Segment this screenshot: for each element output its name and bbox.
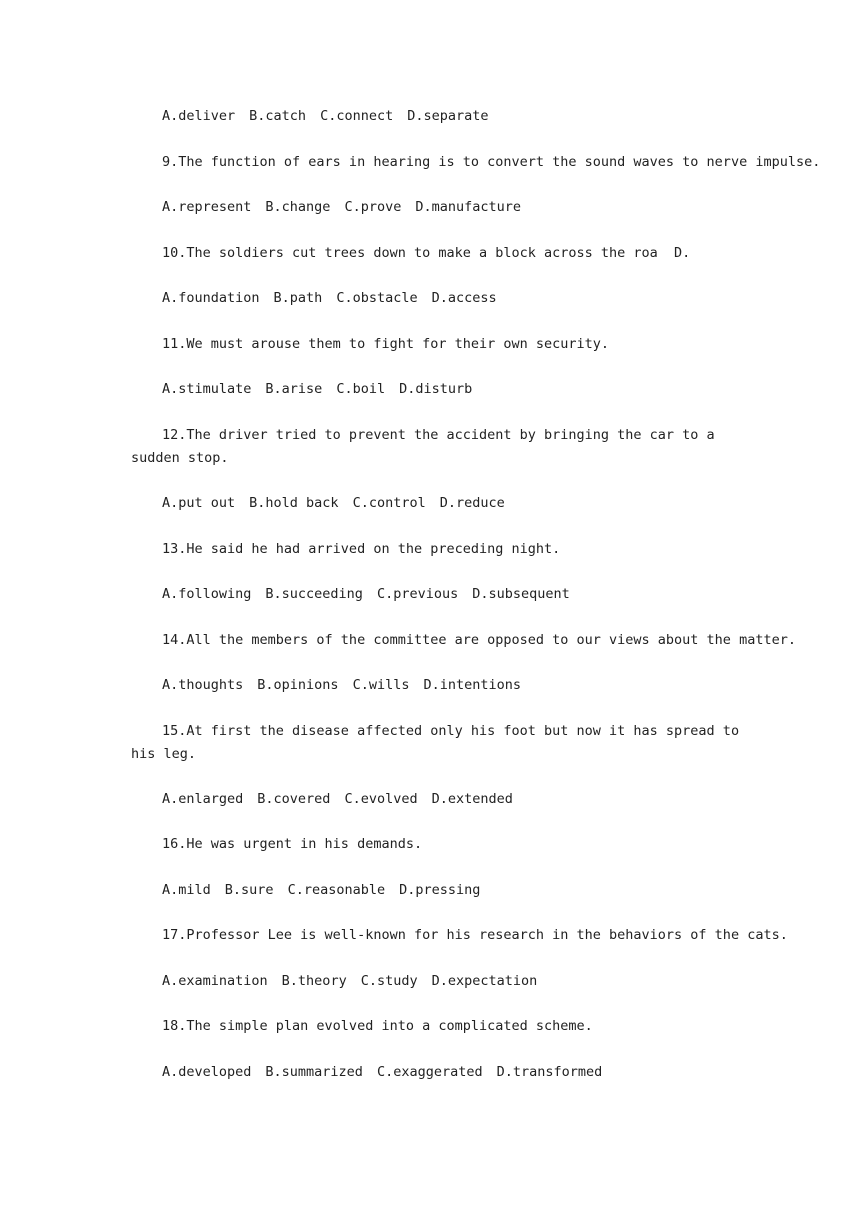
option-a: A.enlarged [162,791,244,807]
option-d: D.separate [407,108,489,124]
option-d: D.disturb [399,381,473,397]
option-a: A.foundation [162,290,260,306]
option-b: B.sure [224,882,274,898]
option-a: A.put out [162,495,236,511]
option-d: D.pressing [399,882,481,898]
option-c: C.evolved [344,791,418,807]
option-c: C.study [360,973,418,989]
question-13: 13.He said he had arrived on the preceding night. [162,541,561,557]
options-line [162,970,742,992]
option-b: B.catch [249,108,307,124]
options-line [162,492,742,514]
option-b: B.summarized [265,1064,363,1080]
options-line [162,674,742,696]
option-c: C.reasonable [287,882,386,898]
option-b: B.hold back [249,495,339,511]
option-d: D.subsequent [472,586,570,602]
option-a: A.represent [162,199,252,215]
options-line [162,196,742,218]
option-a: A.thoughts [162,677,244,693]
option-b: B.succeeding [265,586,363,602]
options-line [162,788,742,810]
option-a: A.deliver [162,108,236,124]
option-a: A.developed [162,1064,252,1080]
option-d: D.intentions [423,677,522,693]
option-c: C.previous [376,586,459,602]
option-c: C.control [352,495,426,511]
options-line [162,879,742,901]
question-10: 10.The soldiers cut trees down to make a block across the roa D. [162,245,691,261]
options-line [162,1061,742,1083]
question-9: 9.The function of ears in hearing is to convert the sound waves to nerve impulse. [162,154,821,170]
option-d: D.expectation [431,973,538,989]
option-c: C.wills [352,677,410,693]
option-c: C.obstacle [336,290,418,306]
option-b: B.theory [281,973,347,989]
question-15: 15.At first the disease affected only his foot but now it has spread to his leg. [131,723,740,762]
option-a: A.mild [162,882,211,898]
option-b: B.covered [257,791,331,807]
question-14: 14.All the members of the committee are opposed to our views about the matter. [162,632,796,648]
option-a: A.stimulate [162,381,252,397]
option-c: C.boil [336,381,386,397]
options-line [162,105,742,127]
option-a: A.examination [162,973,268,989]
option-b: B.arise [265,381,323,397]
option-b: B.opinions [257,677,339,693]
question-12: 12.The driver tried to prevent the accident by bringing the car to a sudden stop. [131,427,715,466]
options-line [162,583,742,605]
option-d: D.extended [431,791,513,807]
option-c: C.connect [320,108,394,124]
option-c: C.prove [344,199,402,215]
option-a: A.following [162,586,252,602]
options-line [162,378,742,400]
option-c: C.exaggerated [376,1064,483,1080]
option-d: D.transformed [496,1064,603,1080]
question-11: 11.We must arouse them to fight for their own security. [162,336,610,352]
options-line [162,287,742,309]
option-d: D.manufacture [415,199,522,215]
question-17: 17.Professor Lee is well-known for his research in the behaviors of the cats. [162,927,788,943]
option-b: B.path [273,290,323,306]
option-d: D.reduce [439,495,505,511]
option-b: B.change [265,199,331,215]
option-d: D.access [431,290,497,306]
question-18: 18.The simple plan evolved into a complicated scheme. [162,1018,593,1034]
question-16: 16.He was urgent in his demands. [162,836,423,852]
